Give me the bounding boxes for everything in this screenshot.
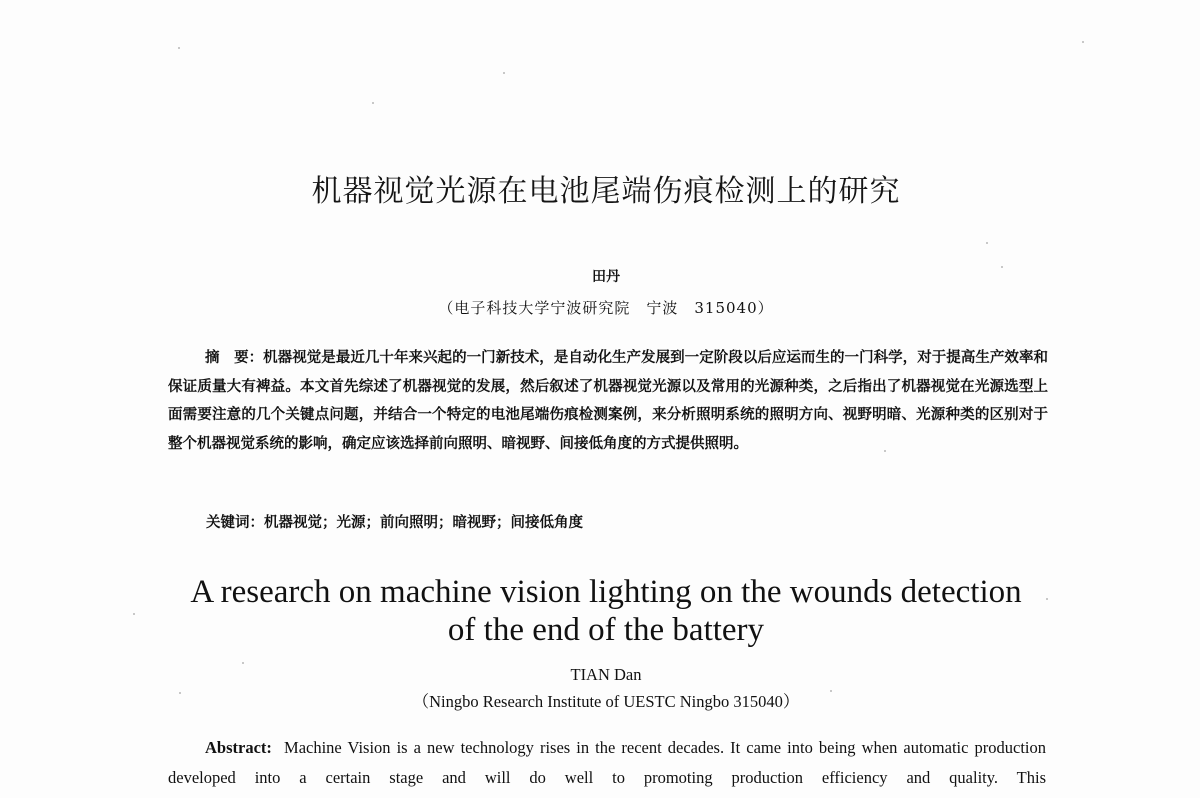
english-title <box>0 573 1200 649</box>
scan-speck <box>1082 41 1084 43</box>
scan-speck <box>178 47 180 49</box>
english-abstract <box>168 733 1046 793</box>
scan-speck <box>503 72 505 74</box>
english-abstract-body: Machine Vision is a new technology rises in the recent decades. It came into being when automatic production developed into a certain stage and will do well to promoting production efficiency and quality. This <box>168 738 1046 787</box>
chinese-abstract-label: 摘 要： <box>205 350 264 366</box>
chinese-abstract <box>168 344 1048 458</box>
english-abstract-label: Abstract: <box>205 738 272 757</box>
scan-speck <box>242 662 244 664</box>
chinese-title: 机器视觉光源在电池尾端伤痕检测上的研究 <box>311 174 901 209</box>
scan-speck <box>372 102 374 104</box>
english-author: TIAN Dan <box>570 665 642 684</box>
chinese-keywords <box>206 509 1046 537</box>
english-title-line-2: of the end of the battery <box>447 612 765 648</box>
chinese-keywords-list: 机器视觉；光源；前向照明；暗视野；间接低角度 <box>264 514 583 531</box>
chinese-abstract-body: 机器视觉是最近几十年来兴起的一门新技术，是自动化生产发展到一定阶段以后应运而生的一门科学，对于提高生产效率和保证质量大有裨益。本文首先综述了机器视觉的发展，然后叙述了机器视觉光源以及常用的光源种类，之后指出了机器视觉在光源选型上面需要注意的几个关键点问题，并结合一个特定的电池尾端伤痕检测案例，来分析照明系统的照明方向、视野明暗、光源种类的区别对于整个机器视觉系统的影响，确定应该选择前向照明、暗视野、间接低角度的方式提供照明。 <box>168 349 1048 452</box>
scan-speck <box>986 242 988 244</box>
chinese-affiliation: （电子科技大学宁波研究院 宁波 315040） <box>438 299 774 317</box>
chinese-keywords-label: 关键词： <box>206 515 264 531</box>
chinese-author: 田丹 <box>592 269 620 285</box>
english-title-line-1: A research on machine vision lighting on the wounds detection <box>190 574 1022 610</box>
english-affiliation: （Ningbo Research Institute of UESTC Ningbo 315040） <box>412 692 800 711</box>
